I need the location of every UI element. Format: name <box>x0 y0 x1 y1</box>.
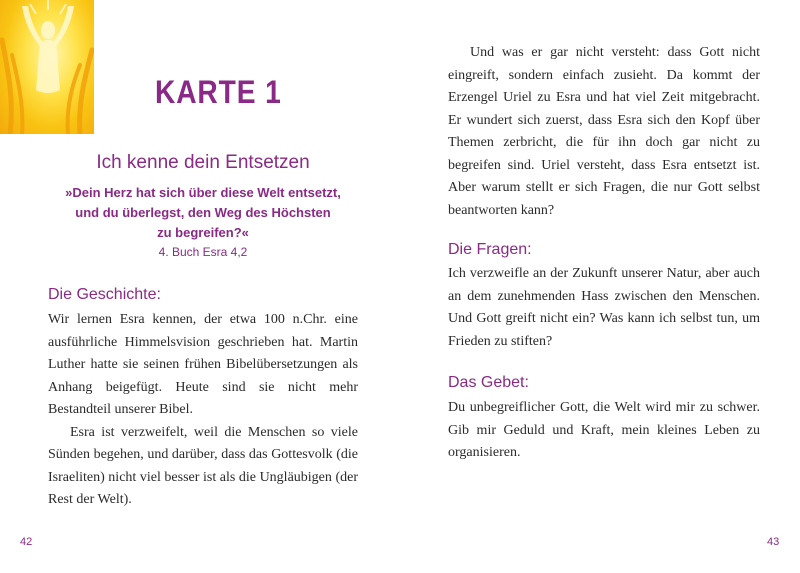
page-number-left: 42 <box>20 536 33 548</box>
card-subtitle: Ich kenne dein Entsetzen <box>96 152 310 173</box>
story-heading: Die Geschichte: <box>48 286 161 303</box>
angel-figure-icon <box>0 0 94 134</box>
story-text <box>48 309 358 512</box>
prayer-heading: Das Gebet: <box>448 374 529 391</box>
card-title: KARTE 1 <box>155 74 282 110</box>
continuation-paragraph: Und was er gar nicht versteht: dass Gott nicht eingreift, sondern einfach zusieht. Da kommt der Erzengel Uriel zu Esra und hat viel Zeit mitgebracht. Er wundert sich zuerst, dass Esra sich den Kopf über Themen zerbricht, die für ihn doch gar nicht zu begreifen sind. Uriel versteht, dass Esra entsetzt ist. Aber warum stellt er sich Fragen, die nur Gott selbst beantworten kann? <box>448 45 760 218</box>
quote-line: »Dein Herz hat sich über diese Welt entsetzt, <box>65 185 341 200</box>
prayer-text <box>448 397 760 465</box>
quote-line: zu begreifen?« <box>157 225 249 240</box>
quote-line: und du überlegst, den Weg des Höchsten <box>75 205 331 220</box>
story-paragraph-1: Wir lernen Esra kennen, der etwa 100 n.Chr. eine ausführliche Himmelsvision geschrieben hat. Martin Luther hatte sie seinen frühen Bibelübersetzungen als Anhang beigefügt. Heute sind sie nicht mehr Bestandteil unserer Bibel. <box>48 312 358 417</box>
continuation-text <box>448 42 760 222</box>
quote-reference: 4. Buch Esra 4,2 <box>158 245 248 259</box>
story-paragraph-2: Esra ist verzweifelt, weil die Menschen so viele Sünden begehen, und darüber, dass das Gottesvolk (die Israeliten) nicht viel besser ist als die Ungläubigen (der Rest der Welt). <box>48 424 358 507</box>
prayer-paragraph: Du unbegreiflicher Gott, die Welt wird mir zu schwer. Gib mir Geduld und Kraft, mein kleines Leben zu organisieren. <box>448 400 760 460</box>
page-number-right: 43 <box>767 536 780 548</box>
questions-text <box>448 263 760 353</box>
bible-quote <box>48 183 358 243</box>
questions-paragraph: Ich verzweifle an der Zukunft unserer Natur, aber auch an dem zunehmenden Hass zwischen den Menschen. Und Gott greift nicht ein? Was kann ich selbst tun, um Frieden zu stiften? <box>448 266 760 349</box>
angel-illustration <box>0 0 94 134</box>
right-page <box>400 0 800 573</box>
questions-heading: Die Fragen: <box>448 241 532 258</box>
